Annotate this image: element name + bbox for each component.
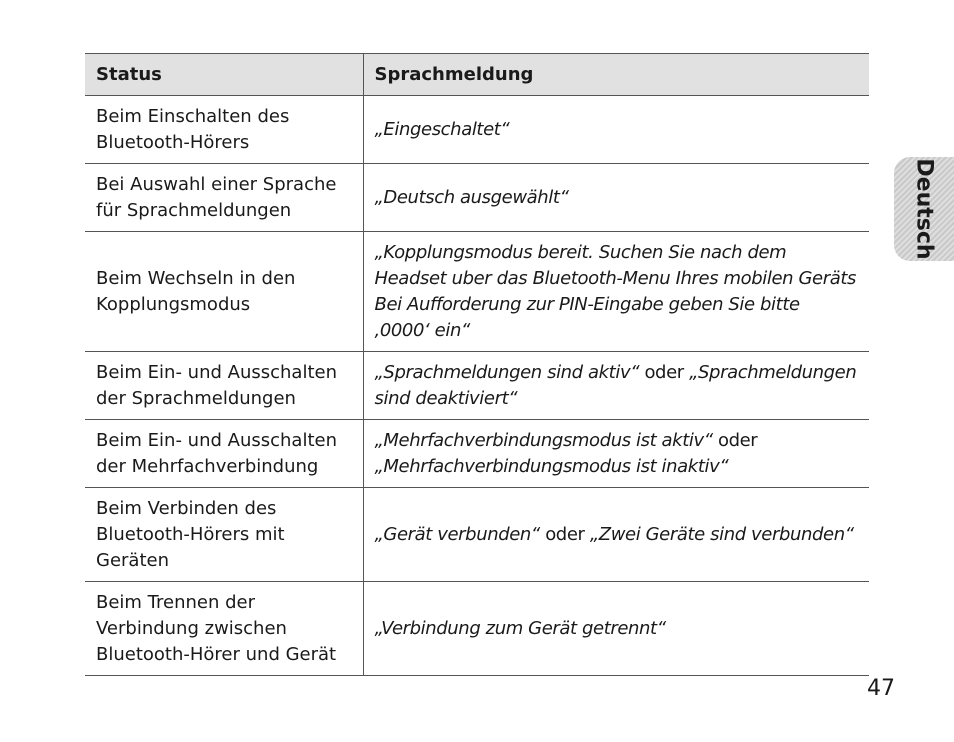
prompt-text: „Mehrfachverbindungsmodus ist inaktiv“	[374, 456, 729, 477]
message-cell	[363, 232, 869, 352]
message-cell	[363, 352, 869, 420]
message-cell	[363, 420, 869, 488]
status-cell: Beim Verbinden des Bluetooth-Hörers mit Geräten	[85, 488, 363, 582]
voice-prompt-table	[85, 53, 869, 676]
side-tab-label: Deutsch	[911, 158, 937, 260]
prompt-text: „Sprachmeldungen sind aktiv“	[374, 362, 640, 383]
prompt-text: „Eingeschaltet“	[374, 119, 510, 140]
status-cell: Beim Ein- und Ausschalten der Sprachmeldungen	[85, 352, 363, 420]
prompt-text: „Verbindung zum Gerät getrennt“	[374, 618, 666, 639]
status-cell: Beim Wechseln in den Kopplungsmodus	[85, 232, 363, 352]
prompt-text: „Kopplungsmodus bereit. Suchen Sie nach dem Headset uber das Bluetooth-Menu Ihres mobilen Geräts Bei Aufforderung zur PIN-Eingabe geben Sie bitte ‚0000‘ ein“	[374, 242, 856, 341]
message-cell	[363, 582, 869, 676]
page-number: 47	[867, 676, 895, 701]
table-body	[85, 96, 869, 676]
status-cell: Beim Ein- und Ausschalten der Mehrfachverbindung	[85, 420, 363, 488]
table-row	[85, 96, 869, 164]
prompt-text: „Gerät verbunden“	[374, 524, 540, 545]
message-cell	[363, 164, 869, 232]
message-cell	[363, 96, 869, 164]
status-cell: Bei Auswahl einer Sprache für Sprachmeldungen	[85, 164, 363, 232]
column-header-status: Status	[85, 54, 363, 96]
prompt-text: „Mehrfachverbindungsmodus ist aktiv“	[374, 430, 713, 451]
connector-text: oder	[639, 362, 690, 383]
table-row	[85, 352, 869, 420]
connector-text: oder	[539, 524, 590, 545]
prompt-text: „Zwei Geräte sind verbunden“	[589, 524, 854, 545]
table-row	[85, 582, 869, 676]
table-row	[85, 232, 869, 352]
prompt-text: „Deutsch ausgewählt“	[374, 187, 569, 208]
table-header-row	[85, 54, 869, 96]
table-row	[85, 488, 869, 582]
language-side-tab	[894, 157, 954, 261]
status-cell: Beim Einschalten des Bluetooth-Hörers	[85, 96, 363, 164]
table-row	[85, 420, 869, 488]
connector-text: oder	[712, 430, 758, 451]
message-cell	[363, 488, 869, 582]
column-header-message: Sprachmeldung	[363, 54, 869, 96]
prompt-text: „Sprachmeldungen sind deaktiviert“	[374, 362, 857, 409]
table-row	[85, 164, 869, 232]
status-cell: Beim Trennen der Verbindung zwischen Bluetooth-Hörer und Gerät	[85, 582, 363, 676]
